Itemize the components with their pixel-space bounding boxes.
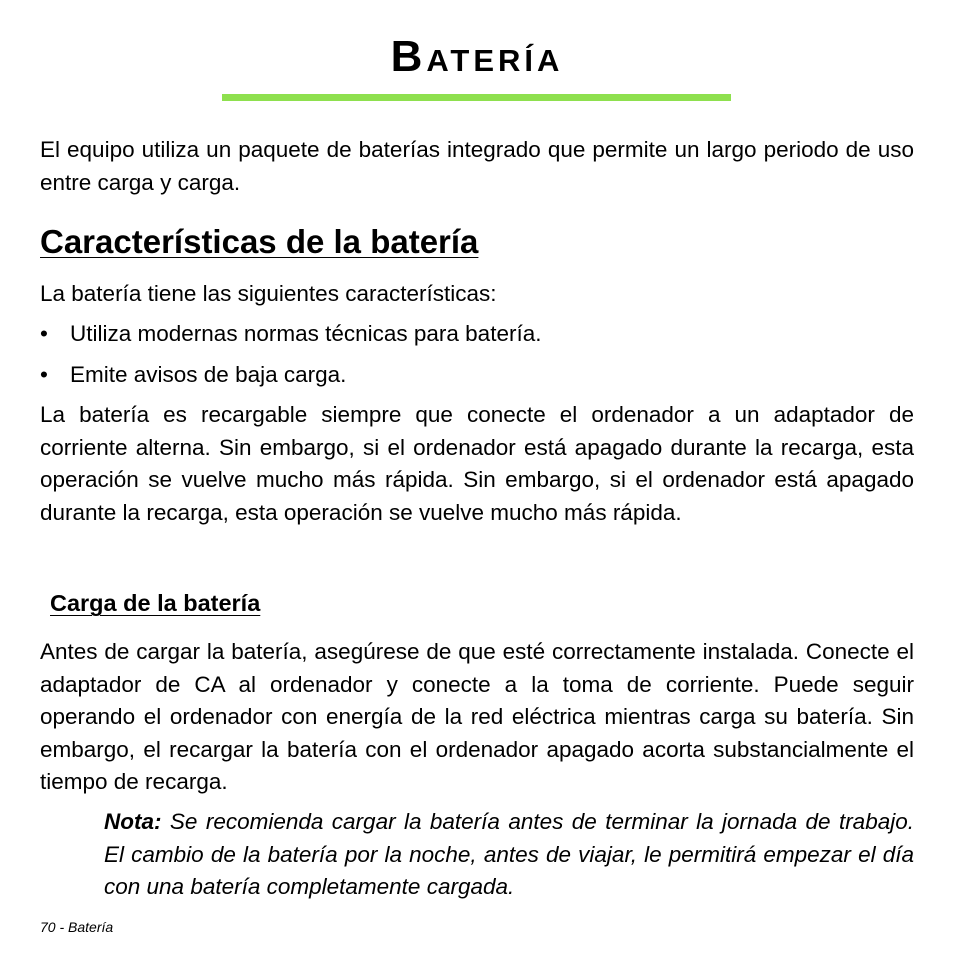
title-underline-rule	[222, 94, 731, 101]
note-block	[104, 806, 914, 904]
note-label: Nota:	[104, 809, 162, 834]
bullet-icon: •	[40, 321, 48, 346]
page-title: Batería	[390, 32, 564, 81]
section-lead: La batería tiene las siguientes características:	[40, 281, 497, 306]
bullet-item	[40, 359, 346, 391]
intro-paragraph: El equipo utiliza un paquete de baterías integrado que permite un largo periodo de uso entre carga y carga.	[40, 137, 914, 195]
note-text: Se recomienda cargar la batería antes de terminar la jornada de trabajo. El cambio de la batería por la noche, antes de viajar, le permitirá empezar el día con una batería completamente cargada.	[104, 809, 914, 899]
section-heading: Características de la batería	[40, 223, 479, 260]
bullet-icon: •	[40, 362, 48, 387]
bullet-text: Utiliza modernas normas técnicas para batería.	[70, 321, 542, 346]
bullet-item	[40, 318, 541, 350]
subsection-body-paragraph: Antes de cargar la batería, asegúrese de que esté correctamente instalada. Conecte el adaptador de CA al ordenador y conecte a la toma de corriente. Puede seguir operando el ordenador con energía de la red eléctrica mientras carga su batería. Sin embargo, el recargar la batería con el ordenador apagado acorta substancialmente el tiempo de recarga.	[40, 639, 914, 794]
subsection-heading: Carga de la batería	[50, 590, 261, 616]
bullet-text: Emite avisos de baja carga.	[70, 362, 347, 387]
section-body-paragraph: La batería es recargable siempre que conecte el ordenador a un adaptador de corriente alterna. Sin embargo, si el ordenador está apagado durante la recarga, esta operación se vuelve mucho más rápida. Sin embargo, si el ordenador está apagado durante la recarga, esta operación se vuelve mucho más rápida.	[40, 402, 914, 525]
page-footer: 70 - Batería	[40, 919, 114, 935]
